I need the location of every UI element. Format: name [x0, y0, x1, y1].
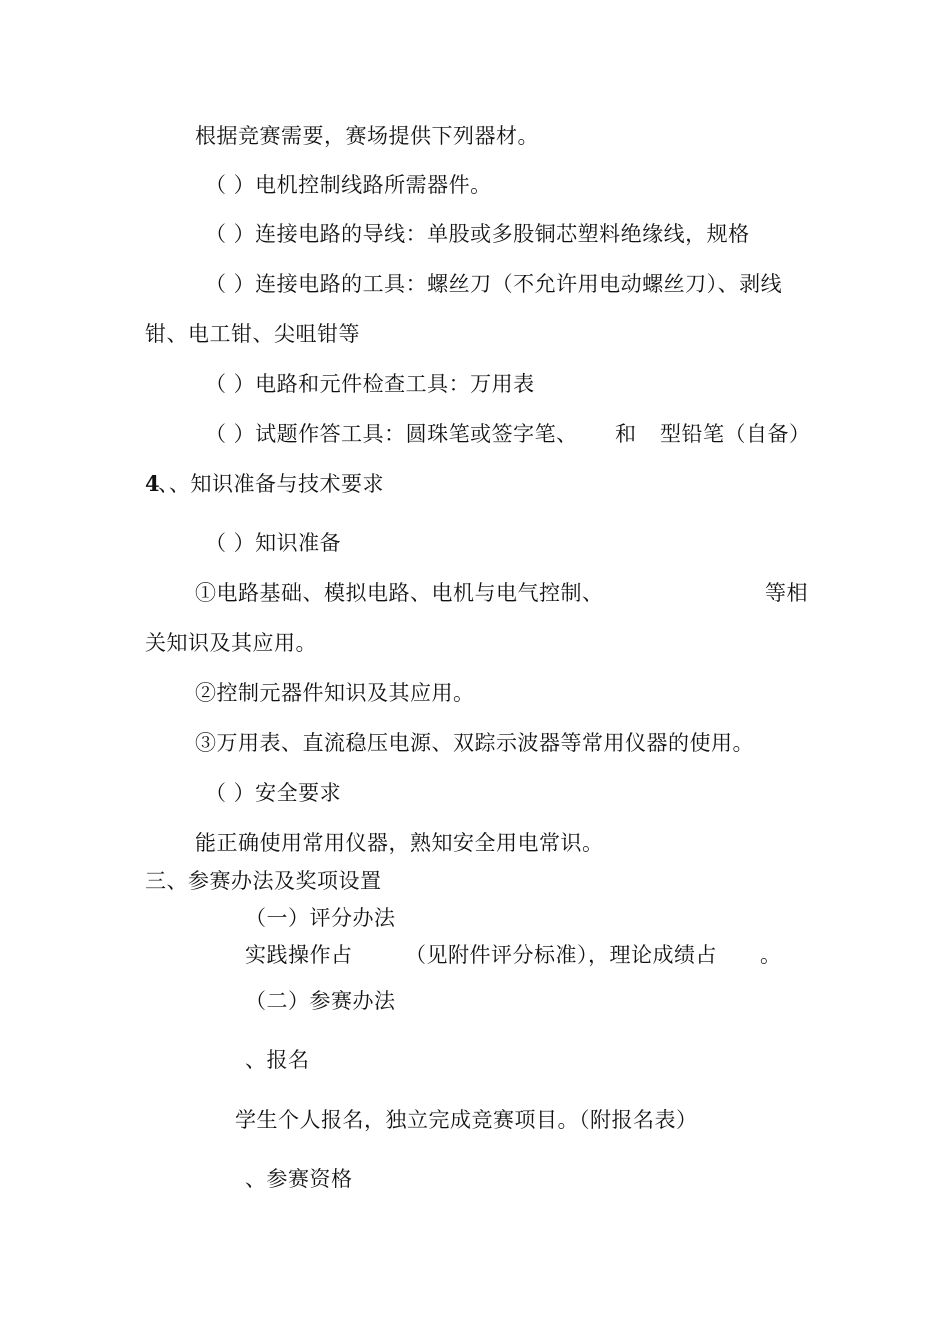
- knowledge-item-1: ①电路基础、模拟电路、电机与电气控制、: [195, 581, 604, 605]
- item-tools-continued: 钳、电工钳、尖咀钳等: [145, 322, 360, 346]
- item-answer-tools-pencil: 型铅笔（自备）: [660, 422, 811, 446]
- participation-heading: （二）参赛办法: [245, 989, 396, 1013]
- item-wires: （ ）连接电路的导线：单股或多股铜芯塑料绝缘线，规格: [205, 222, 750, 246]
- eligibility-heading: 、参赛资格: [245, 1167, 353, 1191]
- intro-line: 根据竞赛需要，赛场提供下列器材。: [195, 124, 539, 148]
- scoring-theory: （见附件评分标准），理论成绩占: [405, 943, 717, 967]
- item-answer-tools: （ ）试题作答工具：圆珠笔或签字笔、: [205, 422, 578, 446]
- section-3-heading: 三、参赛办法及奖项设置: [145, 869, 382, 893]
- knowledge-item-1-continued: 关知识及其应用。: [145, 631, 317, 655]
- item-tools: （ ）连接电路的工具：螺丝刀（不允许用电动螺丝刀）、剥线: [205, 272, 783, 296]
- scoring-period: 。: [760, 943, 782, 967]
- registration-heading: 、报名: [245, 1048, 310, 1072]
- item-motor-parts: （ ）电机控制线路所需器件。: [205, 173, 492, 197]
- knowledge-item-1-tail: 等相: [765, 581, 808, 605]
- knowledge-item-3: ③万用表、直流稳压电源、双踪示波器等常用仪器的使用。: [195, 731, 754, 755]
- item-check-tools: （ ）电路和元件检查工具：万用表: [205, 372, 535, 396]
- scoring-heading: （一）评分办法: [245, 906, 396, 930]
- registration-text: 学生个人报名，独立完成竞赛项目。（附报名表）: [235, 1108, 698, 1132]
- section-4-heading: 、、知识准备与技术要求: [158, 472, 384, 496]
- safety-text: 能正确使用常用仪器，熟知安全用电常识。: [195, 831, 604, 855]
- safety-heading: （ ）安全要求: [205, 781, 342, 805]
- item-answer-tools-and: 和: [615, 422, 637, 446]
- scoring-practice: 实践操作占: [245, 943, 353, 967]
- knowledge-item-2: ②控制元器件知识及其应用。: [195, 681, 475, 705]
- knowledge-prep-heading: （ ）知识准备: [205, 531, 342, 555]
- section-4-number: 4: [145, 471, 161, 496]
